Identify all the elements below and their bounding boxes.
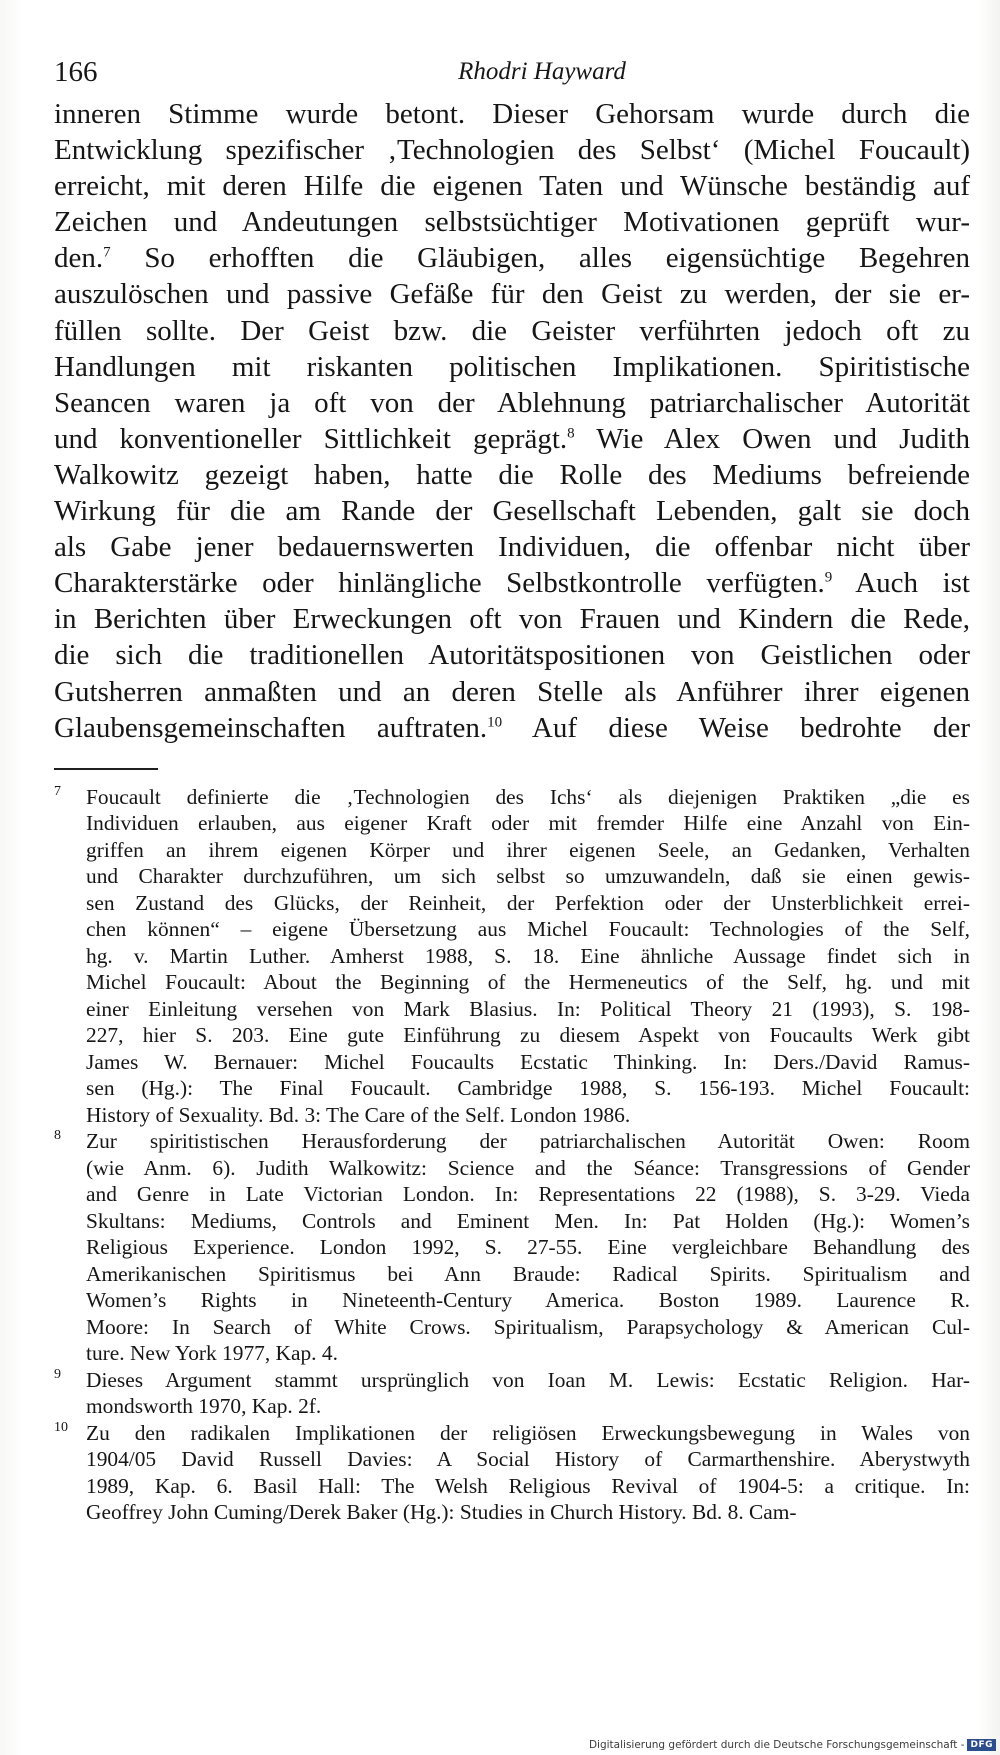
footnote-10 <box>54 1420 970 1526</box>
page-number: 166 <box>54 56 98 88</box>
footnote-number: 8 <box>54 1128 61 1144</box>
footnote-line: History of Sexuality. Bd. 3: The Care of the Self. London 1986. <box>86 1102 631 1127</box>
digitization-credit-text: Digitalisierung gefördert durch die Deutsche Forschungsgemeinschaft - <box>588 1739 965 1751</box>
running-author: Rhodri Hayward <box>458 58 626 85</box>
footnote-reference: 7 <box>103 244 111 261</box>
footnote-line: sen Zustand des Glücks, der Reinheit, der Perfektion oder der Unsterblichkeit errei- <box>86 890 970 915</box>
body-line <box>54 421 970 457</box>
body-line: Handlungen mit riskanten politischen Implikationen. Spiritistische <box>54 350 970 383</box>
footnote-line: 1989, Kap. 6. Basil Hall: The Welsh Religious Revival of 1904-5: a critique. In: <box>86 1473 970 1498</box>
footnote-line: Foucault definierte die ‚Technologien des Ichs‘ als diejenigen Praktiken „die es <box>86 784 970 809</box>
body-line <box>54 240 970 276</box>
footnote-line: einer Einleitung versehen von Mark Blasius. In: Political Theory 21 (1993), S. 198- <box>86 996 970 1021</box>
footnote-line: mondsworth 1970, Kap. 2f. <box>86 1394 322 1419</box>
body-line-text: Glaubensgemeinschaften auftraten. <box>54 711 488 744</box>
body-text <box>54 96 970 746</box>
body-line <box>54 710 970 746</box>
footnote-reference: 10 <box>487 713 503 730</box>
footnote-reference: 9 <box>824 569 833 586</box>
footnote-line: Individuen erlauben, aus eigener Kraft oder mit fremder Hilfe eine Anzahl von Ein- <box>86 811 970 836</box>
body-line-text: Auf diese Weise bedrohte der <box>502 711 971 744</box>
body-line: die sich die traditionellen Autoritätspositionen von Geistlichen oder <box>54 639 970 672</box>
footnote-line: Michel Foucault: About the Beginning of the Hermeneutics of the Self, hg. und mit <box>86 970 970 995</box>
body-line: als Gabe jener bedauernswerten Individuen, die offenbar nicht über <box>54 531 970 564</box>
footnote-line: Amerikanischen Spiritismus bei Ann Braude: Radical Spirits. Spiritualism and <box>86 1261 970 1286</box>
footnote-line: ture. New York 1977, Kap. 4. <box>86 1341 338 1366</box>
body-line: füllen sollte. Der Geist bzw. die Geister verführten jedoch oft zu <box>54 314 970 347</box>
body-line: inneren Stimme wurde betont. Dieser Gehorsam wurde durch die <box>54 98 970 130</box>
body-line: Wirkung für die am Rande der Gesellschaft Lebenden, galt sie doch <box>54 495 970 528</box>
footnote-line: Moore: In Search of White Crows. Spiritualism, Parapsychology & American Cul- <box>86 1314 970 1339</box>
footnote-line: (wie Anm. 6). Judith Walkowitz: Science and the Séance: Transgressions of Gender <box>86 1155 970 1180</box>
footnote-line: Zur spiritistischen Herausforderung der patriarchalischen Autorität Owen: Room <box>86 1129 970 1154</box>
body-line: Zeichen und Andeutungen selbstsüchtiger Motivationen geprüft wur- <box>54 206 970 239</box>
footnote-line: Geoffrey John Cuming/Derek Baker (Hg.): Studies in Church History. Bd. 8. Cam- <box>86 1500 797 1525</box>
footnote-divider <box>54 768 158 770</box>
scan-edge-right <box>978 0 1000 1755</box>
footnote-line: Women’s Rights in Nineteenth-Century America. Boston 1989. Laurence R. <box>86 1288 970 1313</box>
footnote-line: James W. Bernauer: Michel Foucaults Ecstatic Thinking. In: Ders./David Ramus- <box>86 1049 970 1074</box>
digitization-credit <box>589 1739 996 1751</box>
body-line: erreicht, mit deren Hilfe die eigenen Taten und Wünsche beständig auf <box>54 170 970 203</box>
body-line: Gutsherren anmaßten und an deren Stelle als Anführer ihrer eigenen <box>54 675 970 708</box>
footnotes <box>54 784 970 1526</box>
body-line-text: So erhofften die Gläubigen, alles eigensüchtige Begehren <box>110 242 970 275</box>
body-line-text: und konventioneller Sittlichkeit geprägt. <box>54 422 568 455</box>
footnote-line: Zu den radikalen Implikationen der religiösen Erweckungsbewegung in Wales von <box>86 1420 970 1445</box>
body-line: in Berichten über Erweckungen oft von Frauen und Kindern die Rede, <box>54 603 970 636</box>
footnote-line: sen (Hg.): The Final Foucault. Cambridge 1988, S. 156-193. Michel Foucault: <box>86 1076 970 1101</box>
footnote-line: Religious Experience. London 1992, S. 27-55. Eine vergleichbare Behandlung des <box>86 1235 970 1260</box>
footnote-reference: 8 <box>567 425 575 442</box>
body-line-text: den. <box>54 242 104 275</box>
book-page <box>54 52 970 1526</box>
footnote-line: and Genre in Late Victorian London. In: Representations 22 (1988), S. 3-29. Vieda <box>86 1182 970 1207</box>
footnote-line: 1904/05 David Russell Davies: A Social History of Carmarthenshire. Aberystwyth <box>86 1447 970 1472</box>
body-line: Entwicklung spezifischer ‚Technologien des Selbst‘ (Michel Foucault) <box>54 134 970 167</box>
scan-edge-left <box>0 0 22 1755</box>
body-line-text: Charakterstärke oder hinlängliche Selbstkontrolle verfügten. <box>54 567 825 600</box>
footnote-8 <box>54 1128 970 1367</box>
footnote-line: hg. v. Martin Luther. Amherst 1988, S. 18. Eine ähnliche Aussage findet sich in <box>86 943 970 968</box>
body-line: auszulöschen und passive Gefäße für den Geist zu werden, der sie er- <box>54 278 970 311</box>
footnote-7 <box>54 784 970 1129</box>
running-head <box>54 52 970 92</box>
footnote-line: chen können“ – eigene Übersetzung aus Michel Foucault: Technologies of the Self, <box>86 917 970 942</box>
body-line: Walkowitz gezeigt haben, hatte die Rolle des Mediums befreiende <box>54 458 970 491</box>
footnote-number: 10 <box>54 1419 68 1435</box>
body-line: Seancen waren ja oft von der Ablehnung patriarchalischer Autorität <box>54 386 970 419</box>
footnote-line: griffen an ihrem eigenen Körper und ihrer eigenen Seele, an Gedanken, Verhalten <box>86 837 970 862</box>
footnote-line: Skultans: Mediums, Controls and Eminent Men. In: Pat Holden (Hg.): Women’s <box>86 1208 970 1233</box>
body-line-text: Wie Alex Owen und Judith <box>574 422 970 455</box>
footnote-9 <box>54 1367 970 1420</box>
footnote-line: Dieses Argument stammt ursprünglich von Ioan M. Lewis: Ecstatic Religion. Har- <box>86 1367 970 1392</box>
footnote-line: und Charakter durchzuführen, um sich selbst so umzuwandeln, daß sie einen gewis- <box>86 864 970 889</box>
footnote-number: 9 <box>54 1366 61 1382</box>
body-line-text: Auch ist <box>832 567 970 600</box>
dfg-logo: DFG <box>967 1739 996 1751</box>
body-line <box>54 565 970 601</box>
footnote-number: 7 <box>54 783 61 799</box>
footnote-line: 227, hier S. 203. Eine gute Einführung zu diesem Aspekt von Foucaults Werk gibt <box>86 1023 970 1048</box>
